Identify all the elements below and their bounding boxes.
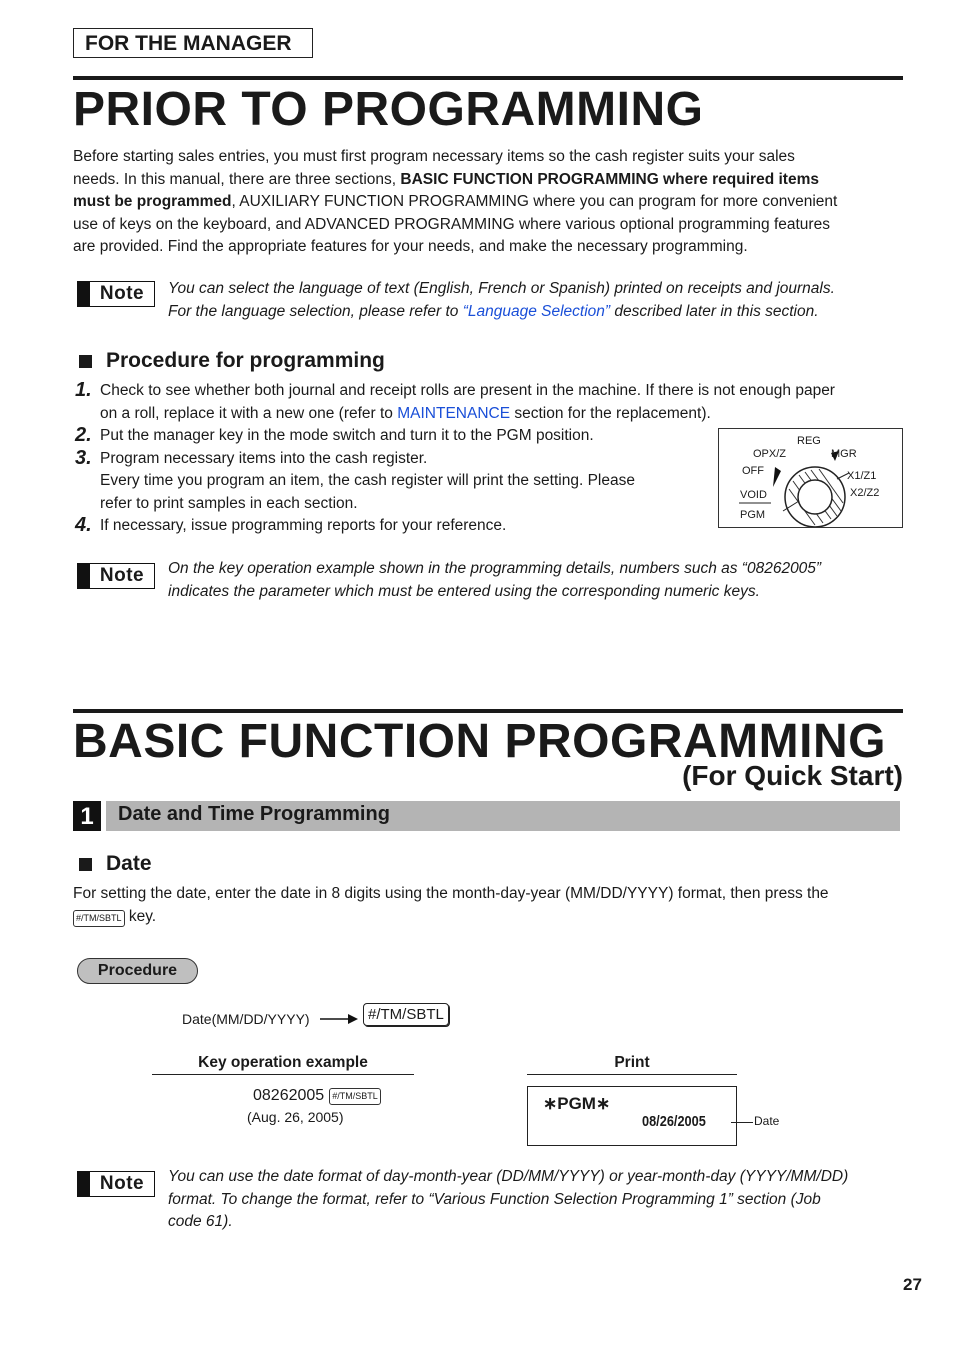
note-badge — [77, 563, 155, 589]
step-text: refer to print samples in each section. — [100, 494, 358, 512]
maintenance-link[interactable]: MAINTENANCE — [397, 404, 511, 422]
print-pgm: ∗PGM∗ — [543, 1094, 611, 1113]
list-item — [73, 380, 903, 425]
step-number: 2. — [75, 424, 92, 446]
intro-line — [73, 191, 903, 214]
note-line: You can use the date format of day-month-year (DD/MM/YYYY) or year-month-day (YYYY/MM/DD) — [168, 1168, 849, 1185]
section-title: BASIC FUNCTION PROGRAMMING — [73, 715, 886, 768]
mode-label-pgm: PGM — [740, 509, 766, 521]
print-heading: Print — [614, 1054, 650, 1071]
top-rule — [73, 76, 903, 80]
key-op-note: (Aug. 26, 2005) — [247, 1109, 344, 1125]
section-bar — [106, 801, 900, 831]
intro-text: needs. In this manual, there are three sections, — [73, 170, 397, 188]
note-label: Note — [99, 565, 145, 586]
step-text-span: section for the replacement). — [510, 404, 711, 422]
note-badge-bar — [78, 282, 90, 306]
mode-label-off: OFF — [742, 465, 764, 477]
step-number: 4. — [75, 514, 92, 536]
mode-switch-diagram — [718, 428, 903, 528]
square-bullet-icon — [79, 858, 92, 871]
date-text-line — [73, 906, 903, 929]
tm-sbtl-key-icon: #/TM/SBTL — [329, 1088, 381, 1105]
key-op-value: 08262005 — [253, 1087, 325, 1104]
note-badge-bar — [78, 564, 90, 588]
date-heading — [79, 852, 152, 876]
procedure-heading — [79, 349, 385, 373]
note-line: format. To change the format, refer to “Various Function Selection Programming 1” section (Job — [168, 1190, 821, 1208]
section-rule — [73, 709, 903, 713]
print-receipt — [527, 1086, 737, 1146]
note-text — [168, 1166, 908, 1234]
page-number: 27 — [903, 1275, 922, 1294]
intro-line: Before starting sales entries, you must first program necessary items so the cash register suits your sales — [73, 148, 795, 165]
step-text: If necessary, issue programming reports for your reference. — [100, 517, 507, 534]
mode-label-mgr: MGR — [831, 448, 857, 460]
date-text-line: For setting the date, enter the date in 8 digits using the month-day-year (MM/DD/YYYY) format, then press the — [73, 885, 829, 902]
print-rule — [527, 1074, 737, 1075]
note-text — [168, 558, 903, 603]
date-heading-text: Date — [106, 852, 152, 875]
note-line: You can select the language of text (English, French or Spanish) printed on receipts and journals. — [168, 280, 835, 297]
step-text — [100, 403, 903, 426]
note-line: indicates the parameter which must be entered using the corresponding numeric keys. — [168, 582, 760, 600]
procedure-pill: Procedure — [77, 958, 198, 984]
section-number-badge: 1 — [73, 801, 101, 831]
note-badge — [77, 1171, 155, 1197]
intro-text: , AUXILIARY FUNCTION PROGRAMMING where you can program for more convenient — [231, 193, 838, 210]
arrow-right-icon — [320, 1012, 360, 1026]
note-text-span: For the language selection, please refer to — [168, 302, 463, 320]
page-title: PRIOR TO PROGRAMMING — [73, 83, 704, 136]
step-number: 1. — [75, 379, 92, 401]
note-label: Note — [99, 1173, 145, 1194]
note-label: Note — [99, 283, 145, 304]
square-bullet-icon — [79, 355, 92, 368]
intro-line: use of keys on the keyboard, and ADVANCED PROGRAMMING where various optional programming features — [73, 215, 830, 233]
step-text: Program necessary items into the cash register. — [100, 449, 428, 467]
mode-label-x1z1: X1/Z1 — [847, 470, 877, 482]
mode-label-x2z2: X2/Z2 — [850, 487, 880, 499]
procedure-input-label: Date(MM/DD/YYYY) — [182, 1011, 310, 1027]
intro-bold: BASIC FUNCTION PROGRAMMING where required items — [400, 170, 819, 188]
section-tag: FOR THE MANAGER — [73, 28, 313, 58]
key-op-example — [253, 1087, 381, 1105]
date-callout-label: Date — [754, 1114, 780, 1128]
step-text: Check to see whether both journal and receipt rolls are present in the machine. If there is not enough paper — [100, 382, 835, 399]
note-text — [168, 278, 903, 323]
note-line — [168, 301, 903, 324]
section-subtitle: (For Quick Start) — [682, 760, 903, 791]
date-description — [73, 883, 903, 928]
key-op-rule — [152, 1074, 414, 1075]
step-text-span: on a roll, replace it with a new one (refer to — [100, 404, 398, 422]
note-badge — [77, 281, 155, 307]
step-number: 3. — [75, 446, 92, 469]
mode-label-reg: REG — [797, 435, 821, 447]
note-line: On the key operation example shown in the programming details, numbers such as “08262005” — [168, 560, 822, 577]
mode-label-void: VOID — [740, 489, 767, 501]
date-text-span: key. — [124, 907, 157, 925]
tm-sbtl-key-icon: #/TM/SBTL — [73, 910, 125, 927]
note-badge-bar — [78, 1172, 90, 1196]
note-line: code 61). — [168, 1213, 233, 1230]
language-selection-link[interactable]: “Language Selection” — [462, 302, 611, 320]
intro-line — [73, 169, 903, 192]
key-op-heading: Key operation example — [198, 1054, 368, 1071]
intro-line: are provided. Find the appropriate features for your needs, and make the necessary programming. — [73, 238, 748, 255]
intro-paragraph — [73, 146, 903, 259]
step-text: Every time you program an item, the cash register will print the setting. Please — [100, 472, 635, 489]
tm-sbtl-key-icon: #/TM/SBTL — [363, 1003, 449, 1026]
step-text: Put the manager key in the mode switch and turn it to the PGM position. — [100, 427, 594, 444]
date-callout-line — [731, 1122, 753, 1123]
procedure-heading-text: Procedure for programming — [106, 349, 385, 372]
mode-label-opx: OPX/Z — [753, 448, 787, 460]
note-text-span: described later in this section. — [610, 302, 819, 320]
section-bar-title: Date and Time Programming — [118, 803, 390, 825]
intro-bold: must be programmed — [73, 193, 232, 210]
print-date: 08/26/2005 — [642, 1113, 706, 1130]
